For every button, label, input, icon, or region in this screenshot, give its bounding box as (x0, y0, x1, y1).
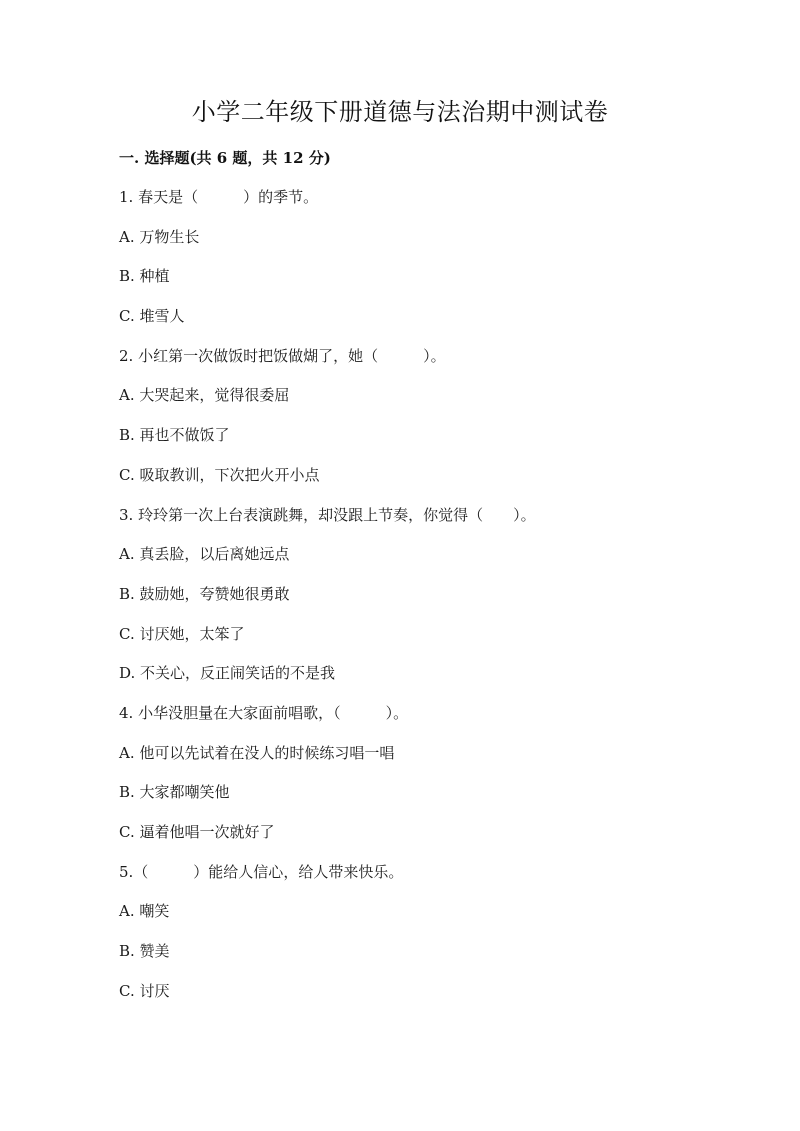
answer-option: A. 真丢脸，以后离她远点 (119, 545, 290, 564)
answer-option: B. 大家都嘲笑他 (119, 783, 230, 802)
answer-option: B. 种植 (119, 267, 170, 286)
question-stem: 2. 小红第一次做饭时把饭做煳了，她（ ）。 (119, 346, 446, 365)
section-heading: 一. 选择题(共 6 题，共 12 分) (119, 149, 331, 167)
answer-option: C. 讨厌她，太笨了 (119, 624, 245, 643)
question-stem: 1. 春天是（ ）的季节。 (119, 188, 319, 206)
answer-option: A. 嘲笑 (119, 902, 170, 921)
answer-option: B. 再也不做饭了 (119, 426, 230, 445)
question-stem: 4. 小华没胆量在大家面前唱歌，（ ）。 (119, 703, 409, 722)
answer-option: B. 赞美 (119, 942, 170, 961)
answer-option: A. 他可以先试着在没人的时候练习唱一唱 (119, 743, 395, 762)
answer-option: C. 堆雪人 (119, 307, 185, 326)
answer-option: A. 万物生长 (119, 227, 200, 246)
question-stem: 3. 玲玲第一次上台表演跳舞，却没跟上节奏，你觉得（ ）。 (119, 505, 536, 524)
answer-option: C. 逼着他唱一次就好了 (119, 823, 275, 841)
answer-option: D. 不关心，反正闹笑话的不是我 (119, 664, 336, 683)
answer-option: A. 大哭起来，觉得很委屈 (119, 386, 290, 405)
question-stem: 5.（ ）能给人信心，给人带来快乐。 (119, 862, 404, 881)
question-list (119, 186, 719, 1019)
answer-option: C. 吸取教训，下次把火开小点 (119, 465, 320, 484)
answer-option: C. 讨厌 (119, 981, 170, 1000)
answer-option: B. 鼓励她，夸赞她很勇敢 (119, 584, 290, 603)
page-title: 小学二年级下册道德与法治期中测试卷 (191, 98, 609, 126)
